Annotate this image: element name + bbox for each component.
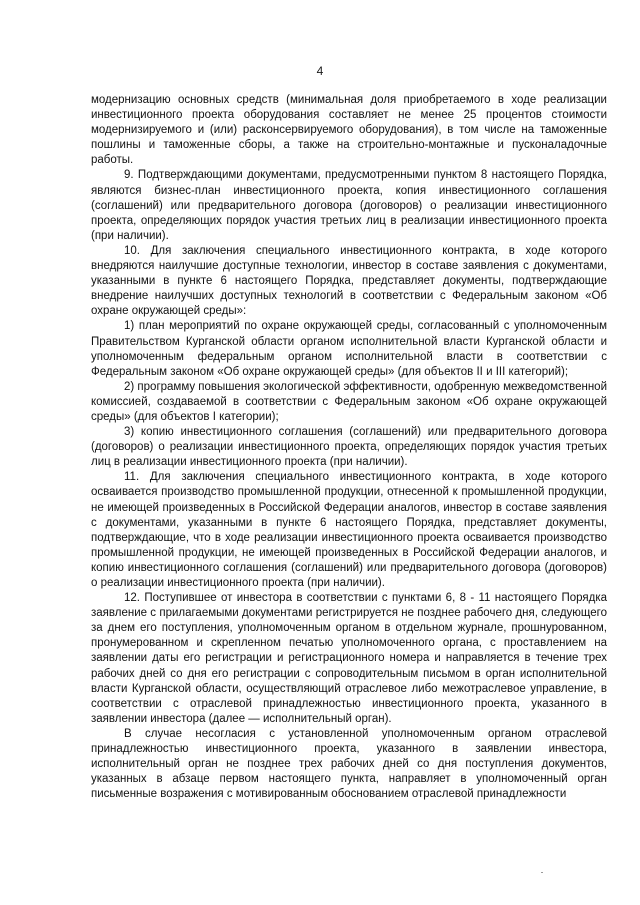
paragraph-item-1: 1) план мероприятий по охране окружающей среды, согласованный с уполномоченным Правительством Курганской области органом исполнительной власти Курганской области и уполномоченным федеральным органом исполнительной власти в соответствии с Федеральным законом «Об охране окружающей среды» (для объектов II и III категорий);: [91, 320, 607, 378]
paragraph-disagreement: В случае несогласия с установленной уполномоченным органом отраслевой принадлежностью инвестиционного проекта, указанного в заявлении инвестора, исполнительный орган не позднее трех рабочих дней со дня поступления документов, указанных в абзаце первом настоящего пункта, направляет в уполномоченный орган письменные возражения с мотивированным обоснованием отраслевой принадлежности: [91, 727, 607, 801]
paragraph-clause-12: 12. Поступившее от инвестора в соответствии с пунктами 6, 8 - 11 настоящего Порядка заявление с прилагаемыми документами регистрируется не позднее рабочего дня, следующего за днем его поступления, уполномоченным органом в отдельном журнале, прошнурованном, пронумерованном и скрепленном печатью уполномоченного органа, с проставлением на заявлении даты его регистрации и регистрационного номера и направляется в течение трех рабочих дней со дня его регистрации с сопроводительным письмом в орган исполнительной власти Курганской области, осуществляющий отраслевое либо межотраслевое управление, в соответствии с отраслевой принадлежностью инвестиционного проекта, указанного в заявлении инвестора (далее — исполнительный орган).: [91, 592, 607, 725]
paragraph-clause-10: 10. Для заключения специального инвестиционного контракта, в ходе которого внедряются наилучшие доступные технологии, инвестор в составе заявления с документами, указанными в пункте 6 настоящего Порядка, представляет документы, подтверждающие внедрение наилучших доступных технологий в соответствии с Федеральным законом «Об охране окружающей среды»:: [91, 244, 607, 318]
paragraph-clause-11: 11. Для заключения специального инвестиционного контракта, в ходе которого осваивается производство промышленной продукции, отнесенной к промышленной продукции, не имеющей произведенных в Российской Федерации аналогов, инвестор в составе заявления с документами, указанными в пункте 6 настоящего Порядка, представляет документы, подтверждающие, что в ходе реализации инвестиционного проекта осваивается производство промышленной продукции, не имеющей произведенных в Российской Федерации аналогов, и копию инвестиционного соглашения (соглашений) или предварительного договора (договоров) о реализации инвестиционного проекта (при наличии).: [91, 471, 607, 589]
page-number: 4: [316, 64, 324, 78]
document-body: [91, 93, 607, 802]
paragraph-continuation: модернизацию основных средств (минимальная доля приобретаемого в ходе реализации инвестиционного проекта оборудования составляет не менее 25 процентов стоимости модернизируемого и (или) расконсервируемого оборудования), в том числе на таможенные пошлины и таможенные сборы, а также на строительно-монтажные и пусконаладочные работы.: [91, 94, 607, 167]
paragraph-item-3: 3) копию инвестиционного соглашения (соглашений) или предварительного договора (договоров) о реализации инвестиционного проекта, определяющих порядок участия третьих лиц в реализации инвестиционного проекта (при наличии).: [91, 426, 607, 469]
paragraph-item-2: 2) программу повышения экологической эффективности, одобренную межведомственной комиссией, создаваемой в соответствии с Федеральным законом «Об охране окружающей среды» (для объектов I категории);: [91, 380, 608, 423]
paragraph-clause-9: 9. Подтверждающими документами, предусмотренными пунктом 8 настоящего Порядка, являются бизнес-план инвестиционного проекта, копия инвестиционного соглашения (соглашений) или предварительного договора (договоров) о реализации инвестиционного проекта, определяющих порядок участия третьих лиц в реализации инвестиционного проекта (при наличии).: [91, 169, 607, 242]
scan-speck: [541, 872, 543, 873]
